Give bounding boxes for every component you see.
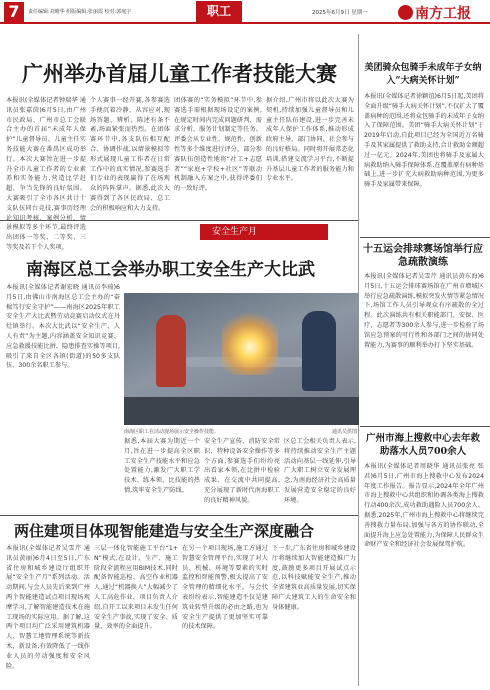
photo-caption	[124, 428, 359, 435]
article-body-right-mid: 本报讯(全媒体记者吴雪芹 通讯员黄东海)6月5日,十五运会排球赛场馆在广州市增城区举行应急疏散演练,模拟突发火情等紧急情况下,场馆工作人员引导观众有序疏散的全过程。此次演练共有相关职能部门、安保、医疗、志愿者等300余人参与,进一步检验了场馆应急预案的可行性和各部门之间的协同处置能力,为赛事的顺利举办打下坚实基础。	[364, 273, 484, 349]
article-body-safety-left: 本报讯(全媒体记者谢宏晓 通讯员李琦)6月5日,由佛山市南海区总工会主办的“奋楫笃行安全守护”——南海区2025年职工安全生产大比武暨劳动竞赛启动仪式在丹灶镇举行。本次大比武以“安全生产、人人有责”为主题,内容涵盖安全知识竞赛、应急救援技能比拼、隐患排查实操等项目,吸引了来自全区各镇(街道)的50多支队伍、300余名职工参与。	[6, 284, 120, 370]
logo-seal-icon	[398, 5, 413, 20]
photo-sparks	[222, 305, 278, 375]
article-title-right-low: 广州市海上搜救中心去年救助落水人员700余人	[365, 433, 480, 457]
section-divider	[360, 426, 490, 427]
article-photo	[124, 293, 359, 425]
article-body-main-col4: 据介绍,广州市将以此次大赛为契机,持续加强儿童督导员和儿童主任队伍建设,进一步完善未成年人保护工作体系,推动形成政府主导、部门协同、社会参与的良好格局。同时将开展常态化培训,搭建交流学习平台,不断提升基层儿童工作者的服务能力和专业水平。	[266, 97, 354, 183]
article-title-safety: 南海区总工会举办职工安全生产大比武	[26, 260, 315, 280]
article-title-right-top: 美团骑众包骑手未成年子女纳入“大病关怀计划”	[364, 63, 482, 86]
article-body-main-col2: 个人赛事一经开赛,各参赛选手便沉着冷静、从容应对,现场答题、辨析、陈述有条不紊,场面紧张而热烈。在团体赛环节中,各支队伍相互配合、协调作战,以情景模拟等形式展现儿童工作者在日常工作中的真实情况,参赛选手们专业的表现赢得了在场观众的阵阵掌声。据悉,此次大赛得到了各区民政局、总工会的积极响应和大力支持。	[90, 97, 170, 212]
page-header	[0, 0, 490, 24]
article-body-bottom-col4: 下一步,广东省住房和城乡建设厅将继续加大智能建造推广力度,鼓励更多项目开展试点示范,以科技赋能安全生产,推动全省建筑业高质量发展,切实保障广大建筑工人的生命安全和身体健康。	[272, 545, 356, 611]
page-number: 7	[4, 2, 24, 22]
section-divider	[0, 515, 358, 516]
photo-caption-text: 南海区职工在活动现场展示安全操作技能。	[124, 429, 220, 435]
newspaper-logo	[398, 3, 471, 23]
section-tag: 职工	[196, 1, 242, 22]
issue-date: 2025年6月9日 星期一	[312, 10, 368, 16]
article-body-main-col3: 团体赛的“实务模拟”环节中,参赛选手需根据现场设定的案例,在规定时间内完成问题研判、需求分析、服务计划制定等任务。评委会从专业性、规范性、创新性等多个维度进行评分。部分参赛队伍创造性地将“社工+志愿者”“家庭+学校+社区”等联动机制融入方案之中,获得评委们的一致好评。	[174, 97, 262, 193]
section-divider	[360, 237, 490, 238]
photo-worker	[156, 315, 186, 387]
article-title-main: 广州举办首届儿童工作者技能大赛	[22, 61, 337, 86]
article-body-bottom-col1: 本报讯(全媒体记者吴雪芹 通讯员黄丽)6月4日至5日,广东省住房和城乡建设厅组织开展“安全生产月”系列活动。活动期间,与会人员先后来到广州两个智能建造试点项目现场观摩学习,了解智能建造技术在施工现场的实际应用。据了解,这两个项目均广泛采用建筑机器人、智慧工地管理系统等新技术、新设备,有效降低了一线作业人员的劳动强度和安全风险。	[6, 545, 90, 670]
article-body-safety-below-right: 区总工会相关负责人表示,将持续推动安全生产主题活动向基层一线延伸,引导广大职工树立安全发展理念,为南海经济社会高质量发展营造安全稳定的良好环境。	[284, 438, 356, 504]
logo-text: 南方工报	[415, 6, 471, 22]
photo-credit: 通讯员供图	[331, 429, 357, 435]
safety-month-badge: 安全生产月	[200, 224, 328, 240]
article-body-safety-below-left: 据悉,本届大赛为期近一个月,旨在进一步提高全区职工安全生产技能水平和应急处置能力,激发广大职工学技术、练本领、比技能的热情,筑牢安全生产防线。	[124, 438, 200, 494]
article-title-bottom: 两住建项目体现智能建造与安全生产深度融合	[14, 522, 315, 540]
article-body-safety-below-mid: 安全生产宣传、消防安全常识、特种设备安全操作等多个方面,参赛选手们纷纷亮出看家本领,在比拼中检验成果、在交流中共同提高,充分展现了新时代南海职工的良好精神风貌。	[204, 438, 280, 504]
article-body-right-top: 本报讯(全媒体记者徐颖谊)6月5日起,美团将全面升级“骑手大病关怀计划”,不仅扩大了覆盖病种的范围,还将众包骑手的未成年子女纳入了保障范围。美团“骑手大病关怀计划”于2019年启动,自此项目已经为全国近万名骑手及其家属提供了救助支持,合计救助金额超过一亿元。2024年,美团也将骑手及家属大病救助纳入骑手保障体系,在覆盖原有病种基础上,进一步扩充大病救助病种范围,为更多骑手及家属带来保障。	[364, 93, 484, 189]
article-body-bottom-col3: 在另一个项目现场,施工方通过智慧安全管理平台,实现了对人员、机械、环境等要素的实时监控和智能预警,极大提高了安全管理的精细化水平。与会代表纷纷表示,智能建造不仅是建筑业转型升级的必由之路,也为安全生产提供了更加坚实可靠的技术保障。	[182, 545, 268, 631]
article-body-main-col1: 本报讯(全媒体记者钟瑞华 通讯员张嘉茵)6月5日,由广州市民政局、广州市总工会联合主办的首届“未成年人保护”儿童督导员、儿童主任实务技能大赛在番禺区成功举行。本次大赛旨在进一步提升全市儿童工作者的专业素养和实务能力,营造比学赶超、争当先锋的良好氛围。大赛吸引了全市各区共计十支队伍同台竞技,赛事历经理论知识考核、案例分析、情景模拟等多个环节,最终评选出团体一等奖、二等奖、三等奖及若干个人奖项。	[6, 97, 86, 251]
article-title-right-mid: 十五运会排球赛场馆举行应急疏散演练	[363, 244, 483, 268]
photo-worker	[302, 311, 336, 391]
editor-credits: 责任编辑:刘晴华 组版编辑:张丽霞 校对:郭庭宇	[28, 9, 132, 15]
photo-ground	[124, 397, 359, 425]
article-body-right-low: 本报讯(全媒体记者周晓华 通讯员张亮 张君)6月5日,广州市海上搜救中心发布2024年度工作报告。报告显示,2024年全年广州市海上搜救中心共组织和协调各类海上搜救行动400余次,成功救助遇险人员700余人。据悉,2025年,广州市海上搜救中心将继续完善搜救力量布局,加强与各方的协作联动,全面提升海上应急处置能力,为保障人民群众生命财产安全和经济社会发展保驾护航。	[364, 463, 484, 549]
article-body-bottom-col2: 三层一体化智能施工平台“1+N”模式,在设计、生产、施工阶段全流程应用BIM技术,同时配备智能巡检、高空作业机器人,通过“机器换人”大幅减少了人工高危作业。项目负责人介绍,自开工以来项目未发生任何安全生产事故,实现了安全、质量、效率的全面提升。	[94, 545, 178, 631]
